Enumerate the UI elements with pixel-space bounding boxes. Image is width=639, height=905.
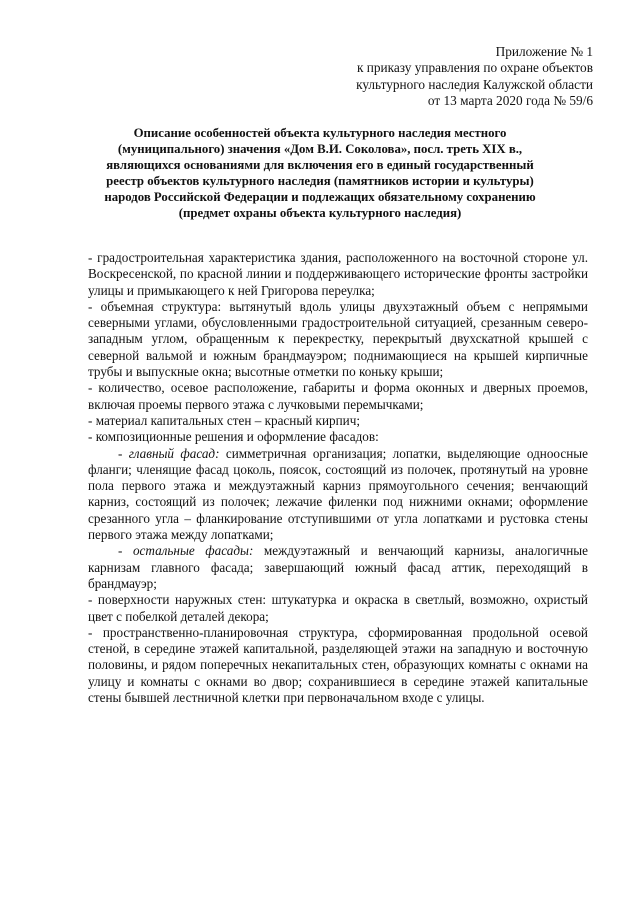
appendix-header (356, 44, 593, 110)
appendix-line: Приложение № 1 (495, 44, 593, 59)
list-item: - поверхности наружных стен: штукатурка и окраска в светлый, возможно, охристый цвет с побелкой деталей декора; (88, 592, 588, 624)
document-body (88, 250, 588, 706)
list-item: - композиционные решения и оформление фасадов: (88, 429, 379, 445)
title-line: (предмет охраны объекта культурного наследия) (178, 205, 462, 220)
sub-list-item-other-facades (88, 543, 588, 592)
title-line: являющихся основаниями для включения его в единый государственный (106, 157, 534, 172)
list-item: - градостроительная характеристика здания, расположенного на восточной стороне ул. Воскресенской, по красной линии и поддерживающего исторические фронты застройки улицы и примыкающего к ней Григорова переулка; (88, 250, 588, 298)
list-item: - материал капитальных стен – красный кирпич; (88, 412, 361, 428)
sub-item-prefix: - (118, 543, 133, 559)
sub-list-item-main-facade (88, 446, 588, 544)
sub-item-text: междуэтажный и венчающий карнизы, аналогичные карнизам главного фасада; завершающий южный фасад аттик, переходящий в брандмауэр; (88, 543, 588, 591)
sub-item-term: главный фасад: (128, 445, 220, 461)
title-line: народов Российской Федерации и подлежащих обязательному сохранению (104, 189, 536, 204)
document-title (60, 126, 580, 221)
list-item: - объемная структура: вытянутый вдоль улицы двухэтажный объем с непрямыми северными углами, обусловленными градостроительной ситуацией, срезанным северо-западным углом, обращенным к перекрестку, перекрытый двухскатной крышей с северной вальмой и южным брандмауэром; поднимающиеся на крышей кирпичные трубы и выпускные окна; высотные отметки по коньку крыши; (88, 298, 588, 380)
title-line: Описание особенностей объекта культурного наследия местного (133, 126, 507, 140)
sub-item-prefix: - (118, 445, 129, 461)
appendix-line: к приказу управления по охране объектов (356, 60, 593, 76)
title-line: (муниципального) значения «Дом В.И. Соколова», посл. треть XIX в., (117, 141, 523, 156)
list-item: - пространственно-планировочная структура, сформированная продольной осевой стеной, в середине этажей капитальной, разделяющей этажи на западную и восточную половины, и рядом поперечных некапитальных стен, образующих комнаты с окнами на улицу и комнаты с окнами во двор; сохранившиеся в середине этажей капитальные стены бывшей лестничной клетки при первоначальном входе с улицы. (88, 624, 588, 706)
appendix-line: культурного наследия Калужской области (356, 76, 593, 92)
appendix-line: от 13 марта 2020 года № 59/6 (427, 93, 593, 109)
sub-item-term: остальные фасады: (132, 543, 254, 559)
title-line: реестр объектов культурного наследия (памятников истории и культуры) (106, 173, 534, 188)
list-item: - количество, осевое расположение, габариты и форма оконных и дверных проемов, включая проемы первого этажа с лучковыми перемычками; (88, 380, 588, 412)
sub-item-text: симметричная организация; лопатки, выделяющие одноосные фланги; членящие фасад цоколь, поясок, состоящий из полочек, протянутый на уровне пола первого этажа и междуэтажный карниз прямоугольного сечения; венчающий карниз, состоящий из полочек; лежачие филенки под нижними окнами; оформление срезанного угла – фланкирование отступившими от угла лопатками и рустовка стены первого этажа между лопатками; (88, 445, 588, 543)
